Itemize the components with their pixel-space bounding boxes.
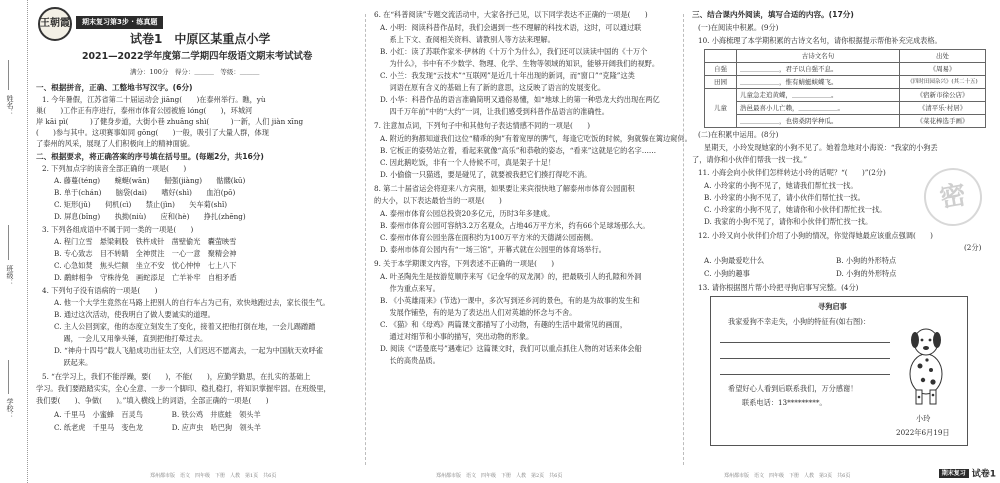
notice-line: 联系电话：13*********。	[742, 398, 827, 407]
question-8: 8. 第二十届省运会将迎来八方宾朋，如果要让来宾很快地了解泰州市体育公园面积	[374, 184, 635, 193]
page-footer: 郑州都市版 语文 四年级 下册 人教 第3页 共6页	[724, 472, 851, 479]
tag-text: 试卷1	[971, 468, 996, 479]
table-cell: 《四时田园杂兴》(其二十五)	[900, 76, 986, 89]
answer-cell[interactable]: ＿＿＿＿＿＿，惟有蜻蜓蛱蝶飞。	[737, 76, 900, 89]
q12-option-cd: C. 小狗的趣事 D. 小狗的外形特点	[704, 269, 897, 278]
question-12: 12. 小玲又向小伙伴们介绍了小狗的情况，你觉得她最应该重点强调( )	[698, 231, 933, 240]
q11-option: C. 小玲家的小狗不见了，她请你和小伙伴们帮忙找一找。	[704, 205, 887, 214]
s1-line: 巢( )工作正有序进行，泰州市体育公园被施 lóng( )，环城河	[36, 106, 253, 115]
q11-option: A. 小玲家的小狗不见了，她请我们帮忙找一找。	[704, 181, 858, 190]
name-line	[8, 60, 9, 90]
review-ribbon: 期末复习第3步 · 练真题	[76, 16, 163, 29]
q6-option: D. 小华：科普作品的语言准确简明又通俗易懂，如“地球上的第一种恐龙大约出现在两亿	[380, 95, 660, 104]
table-cell: 《周易》	[900, 63, 986, 76]
q4-option: B. 通过这次活动，使我明白了做人要诚实的道理。	[54, 310, 215, 319]
q4-option: A. 他一个大学生竟然在马路上把别人的自行车占为己有，欢快地跑过去，家长很生气。	[54, 298, 330, 307]
poem-table	[704, 49, 986, 128]
q6-option: A. 小明：阅读科普作品时，我们会遇到一些不理解的科技术语，这时，可以通过联	[380, 23, 642, 32]
question-7: 7. 注意加点词，下列句子中和其他句子表达情感不同的一项是( )	[374, 121, 591, 130]
q8-option: C. 泰州市体育公园坐落在面积约为100万平方米的天德湖公园南侧。	[380, 233, 598, 242]
q3-option-d: D. 鹬蚌相争 守株待兔 画蛇添足 亡羊补牢 自相矛盾	[54, 273, 237, 282]
question-9: 9. 关于本学期课文内容，下列表述不正确的一项是( )	[374, 259, 555, 268]
class-label: 班级：	[6, 265, 14, 286]
table-header: 出处	[900, 50, 986, 63]
q7-option: C. 因此鹅吃饭，非有一个人侍候不可，真是架子十足！	[380, 158, 556, 167]
table-cell: 《菜花棒选手画》	[900, 115, 986, 128]
q9-option: 发展作铺垫，有的是为了表达出人们对英雄的怀念与不舍。	[380, 308, 577, 317]
notice-sign: 小玲	[916, 414, 931, 423]
question-10: 10. 小海梳理了本学期积累的古诗文名句，请你根据提示帮他补充完成表格。	[698, 36, 942, 45]
notice-line: 我家爱狗不幸走失，小狗的特征有(如右图)：	[728, 317, 871, 326]
question-6: 6. 在“科普阅读”专题交流活动中，大家各抒己见，以下同学表达不正确的一项是( )	[374, 10, 648, 19]
page-3	[684, 0, 1000, 483]
name-label: 姓名：	[6, 95, 14, 116]
school-label: 学校：	[6, 398, 14, 419]
q7-option: D. 小偷偷一只猫逃，要是碰见了，就要被我把它们揍打得吃不消。	[380, 170, 592, 179]
table-header	[705, 50, 737, 63]
q8-option: B. 泰州市体育公园可容纳3.2万名观众，占地46万平方米，约有66个足球场那么大。	[380, 221, 650, 230]
question-5: 5. “在学习上，我们不能浮躁，要( )，不能( )，应勤学勤思，在扎实的基础上	[42, 372, 311, 381]
q5-option-ab: A. 千里马 小蜜蜂 百灵鸟 B. 铁公鸡 井底蛙 领头羊	[54, 410, 261, 419]
q2-option-b: B. 单于(chán) 脑袋(dai) 嗜好(shì) 血泊(pō)	[54, 188, 236, 197]
section-1-heading: 一、根据拼音，正确、工整地书写汉字。(6分)	[36, 83, 193, 92]
table-row	[705, 102, 986, 115]
q9-option: 作为重点来写。	[380, 284, 440, 293]
s1-line: 1. 今年暑假，江苏省第二十届运动会 jiāng( )在泰州举行。瞧，yù	[42, 95, 266, 104]
story-line: 星期天，小玲发现她家的小狗不见了。她着急地对小海说：“我家的小狗丢	[704, 143, 938, 152]
q6-option: C. 小兰：我发现“云技术”“互联网”是近几十年出现的新词，而“窗口”“克隆”这类	[380, 71, 635, 80]
paper-title: 试卷1 中原区某重点小学	[130, 32, 271, 46]
q6-option: 为什么》，书中有不少数学、物理、化学、生物等领域的知识，能够开阔我们的视野。	[380, 59, 660, 68]
q8-line: 的大小，以下表达最恰当的一项是( )	[374, 196, 502, 205]
q5-option-cd: C. 纸老虎 千里马 变色龙 D. 应声虫 哈巴狗 领头羊	[54, 423, 261, 432]
q4-option: 踢，一会儿又用拳头锤，直到把他打晕过去。	[54, 334, 208, 343]
answer-line[interactable]	[720, 350, 890, 359]
q12-option-ab: A. 小狗最爱吃什么 B. 小狗的外形特点	[704, 256, 897, 265]
s1-line: 岸 kāi pì( )了健身步道，大街小巷 zhuāng shì( )一新，人们 jiàn xīng	[36, 117, 304, 126]
question-13: 13. 请你根据图片帮小玲把寻狗启事写完整。(4分)	[698, 283, 859, 292]
q5-line: 学习。我们要踏踏实实，全心全意、一步一个脚印、稳扎稳打，将知识掌握牢固。在班级里，	[36, 384, 331, 393]
page-footer: 郑州都市版 语文 四年级 下册 人教 第2页 共6页	[436, 472, 563, 479]
cut-line	[27, 0, 28, 483]
answer-cell[interactable]: 儿童急走追黄蝶，＿＿＿＿＿＿。	[737, 89, 900, 102]
table-cell: 自强	[705, 63, 737, 76]
table-cell: 田园	[705, 76, 737, 89]
logo-text: 王朝霞	[40, 17, 70, 29]
q6-option: B. 小红：读了苏联作家米·伊林的《十万个为什么》，我们还可以读读中国的《十万个	[380, 47, 648, 56]
table-header-row	[705, 50, 986, 63]
q2-option-a: A. 藤蔓(téng) 蜿蜒(wān) 倔强(jiàng) 骷髅(kū)	[54, 176, 246, 185]
q4-option: D. “神舟十四号”载人飞船成功出征太空，人们迟迟不愿离去，一起为中国航天欢呼雀	[54, 346, 323, 355]
table-row	[705, 76, 986, 89]
q6-option: 四千万年前”中的“大约”一词，让我们感受到科普作品语言的准确性。	[380, 107, 609, 116]
confidential-stamp: 密	[919, 163, 986, 230]
notice-title: 寻狗启事	[818, 302, 847, 311]
table-cell: 儿童	[705, 89, 737, 128]
q9-option: 长的高贵品质。	[380, 356, 440, 365]
q8-option: A. 泰州市体育公园总投资20多亿元，历时3年多建成。	[380, 209, 555, 218]
brand-logo	[38, 7, 72, 41]
binding-margin	[0, 0, 30, 483]
q3-option-c: C. 心急如焚 焦头烂额 坐立不安 忧心忡忡 七上八下	[54, 261, 237, 270]
q9-option: B. 《小英雄雨来》(节选)一课中，多次写到还乡河的景色，有的是为故事的发生和	[380, 296, 640, 305]
answer-cell[interactable]: ＿＿＿＿＿＿，也傍桑阴学种瓜。	[737, 115, 900, 128]
q3-option-b: B. 专心致志 目不转睛 全神贯注 一心一意 聚精会神	[54, 249, 237, 258]
s1-line: ( )参与其中。这项赛事如同 gōng( )一般，吸引了大量人群，体现	[36, 128, 269, 137]
notice-line: 希望好心人看到后联系我们，万分感谢！	[728, 384, 858, 393]
sub-heading-1: (一)在阅读中积累。(9分)	[698, 23, 779, 32]
q3-option-a: A. 程门立雪 悬梁刺股 铁杵成针 凿壁偷光 囊萤映雪	[54, 237, 237, 246]
answer-line[interactable]	[720, 334, 890, 343]
q9-option: 通过对细节和小事的描写，突出动物的形象。	[380, 332, 534, 341]
page-1	[0, 0, 365, 483]
tag-box: 期末复习	[939, 469, 969, 479]
q9-option: D. 阅读《“诺曼底号”遇难记》这篇课文时，我们可以重点抓住人物的对话来体会船	[380, 344, 642, 353]
class-line	[8, 225, 9, 260]
q9-option: A. 叶圣陶先生是按游览顺序来写《记金华的双龙洞》的，把最吸引人的孔隙和外洞	[380, 272, 642, 281]
exam-title: 2021—2022学年度第二学期四年级语文期末考试试卷	[82, 51, 313, 62]
table-cell: 《宿新市徐公店》	[900, 89, 986, 102]
table-header: 古诗文名句	[737, 50, 900, 63]
q12-points: (2分)	[964, 243, 982, 252]
page-footer: 郑州都市版 语文 四年级 下册 人教 第1页 共6页	[150, 472, 277, 479]
q7-option: B. 它板正的姿势站立着，看起来就像“高乐”和恭敬的姿态，“看来”这就是它的名字……	[380, 146, 657, 155]
q4-option: C. 主人公回到家，他的态度立刻发生了变化，接着又把他打倒在地，一会儿踢蹭蹭	[54, 322, 316, 331]
school-line	[8, 360, 9, 394]
question-2: 2. 下列加点字的读音全部正确的一项是( )	[42, 164, 187, 173]
dalmatian-dog-icon	[898, 322, 954, 406]
s1-line: 了泰州的风采，展现了人们积极向上的精神面貌。	[36, 139, 195, 148]
q8-option: D. 泰州市体育公园内有“一场三馆”，开幕式就在公园里的体育场举行。	[380, 245, 606, 254]
q11-option: B. 小玲家的小狗不见了，请小伙伴们帮忙找一找。	[704, 193, 865, 202]
section-2-heading: 二、根据要求，将正确答案的序号填在括号里。(每题2分，共16分)	[36, 152, 264, 161]
q2-option-d: D. 屏息(bǐng) 执拗(niù) 应和(hè) 挣扎(zhēng)	[54, 212, 246, 221]
score-meta: 满分：100分 得分：＿＿＿ 等级：＿＿＿	[130, 68, 260, 76]
question-3: 3. 下列各组成语中不属于同一类的一项是( )	[42, 225, 194, 234]
q5-line: 我们要( )、争做( )。”填入横线上的词语，全部正确的一项是( )	[36, 396, 269, 405]
answer-cell[interactable]: 浩邑最喜小儿亡赖，＿＿＿＿＿＿。	[737, 102, 900, 115]
table-row	[705, 63, 986, 76]
section-3-heading: 三、结合课内外阅读，填写合适的内容。(17分)	[692, 10, 854, 19]
q11-option: D. 我家的小狗不见了，请你和小伙伴们帮忙找一找。	[704, 217, 873, 226]
q9-option: C. 《猫》和《母鸡》两篇课文都描写了小动物，有趣的生活中最常见的画面，	[380, 320, 628, 329]
table-cell: 《清平乐·村居》	[900, 102, 986, 115]
table-row	[705, 89, 986, 102]
q7-option: A. 附近的狗都知道我们这位“精乖的狗”有着宽厚的脾气，每逢它吃饭的时候，狗就躲在篱边窥伺。	[380, 134, 692, 143]
q4-option: 跃起来。	[54, 358, 93, 367]
q6-option: 词语在原有含义的基础上有了新的意思，这反映了语言的发展变化。	[380, 83, 606, 92]
answer-cell[interactable]: ＿＿＿＿＿＿，君子以自强不息。	[737, 63, 900, 76]
page-2	[366, 0, 692, 483]
table-row	[705, 115, 986, 128]
notice-date: 2022年6月19日	[896, 428, 950, 437]
sub-heading-2: (二)在积累中运用。(8分)	[698, 130, 779, 139]
paper-tag	[939, 469, 996, 481]
story-line: 了，请你和小伙伴们帮我一找一找。”	[692, 155, 808, 164]
q6-option: 系上下文、查阅相关资料、请教别人等方法来理解。	[380, 35, 555, 44]
answer-line[interactable]	[720, 366, 890, 375]
question-11: 11. 小海会向小伙伴们怎样转达小玲的话呢？“( )”(2分)	[698, 168, 886, 177]
q2-option-c: C. 矩形(jǔ) 伺机(cì) 禁止(jìn) 矢车菊(shǐ)	[54, 200, 228, 209]
question-4: 4. 下列句子没有语病的一项是( )	[42, 286, 158, 295]
